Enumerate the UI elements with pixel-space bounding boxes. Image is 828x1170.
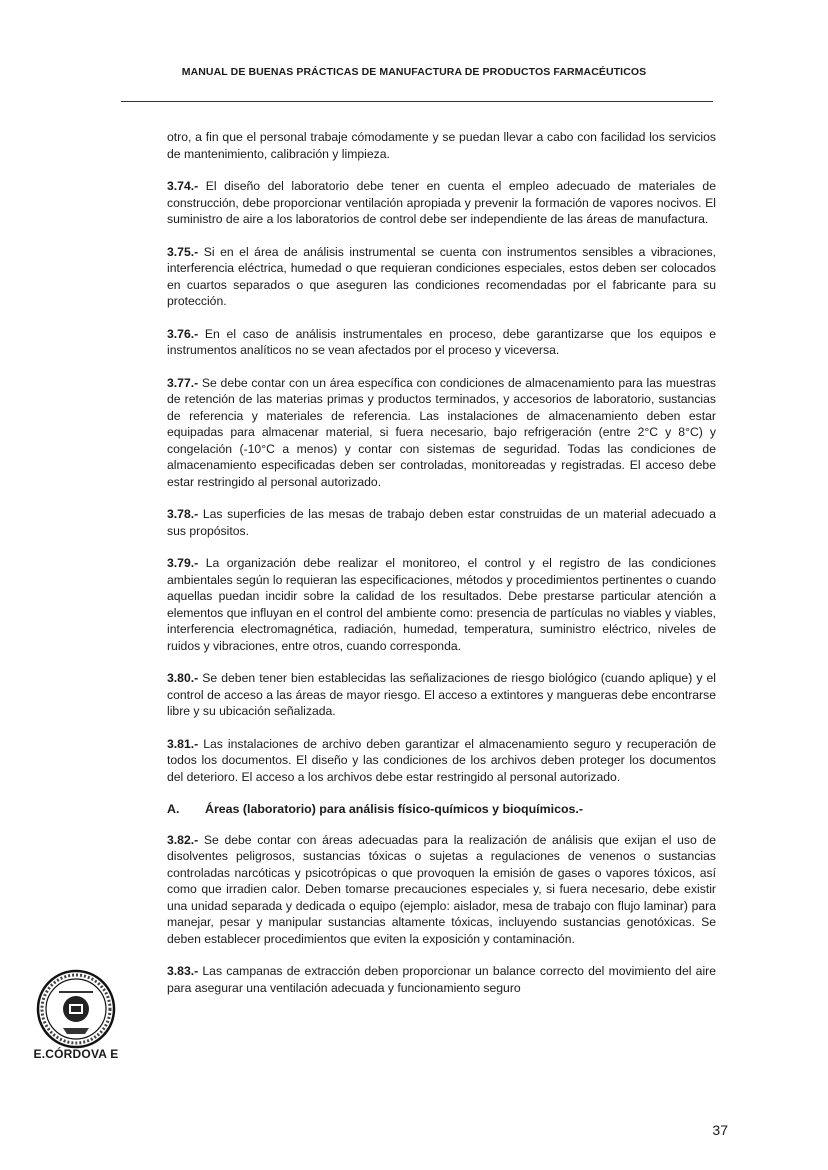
paragraph-number: 3.75.- bbox=[167, 244, 199, 259]
paragraph-text: Se debe contar con áreas adecuadas para la realización de análisis que exijan el uso de disolventes peligrosos, sustancias tóxicas o sujetas a regulaciones de venenos o sustancias controladas narcóticas y psicotrópicas o que provoquen la emisión de gases o vapores tóxicos, así como que irradien calor. Deben tomarse precauciones especiales y, si fuera necesario, debe existir una unidad separada y dedicada o equipo (ejemplo: aislador, mesa de trabajo con flujo laminar) para manejar, pesar y manipular sustancias altamente tóxicas, incluyendo sustancias genotóxicas. Se deben establecer procedimientos que eviten la exposición y contaminación. bbox=[167, 832, 716, 946]
paragraph-text: Se debe contar con un área específica con condiciones de almacenamiento para las muestras de retención de las materias primas y productos terminados, y accesorios de laboratorio, sustancias de referencia y materiales de referencia. Las instalaciones de almacenamiento deben estar equipadas para almacenar material, si fuera necesario, bajo refrigeración (entre 2°C y 8°C) y congelación (-10°C a menos) y contar con sistemas de seguridad. Todas las condiciones de almacenamiento especificadas deben ser controladas, monitoreadas y registradas. El acceso debe estar restringido al personal autorizado. bbox=[167, 375, 716, 489]
paragraph-number: 3.79.- bbox=[167, 556, 199, 570]
paragraph-3-82 bbox=[167, 832, 716, 948]
paragraph-number: 3.82.- bbox=[167, 832, 199, 847]
paragraph-3-79 bbox=[167, 555, 716, 654]
paragraph-number: 3.81.- bbox=[167, 736, 199, 751]
paragraph-text: Las campanas de extracción deben proporcionar un balance correcto del movimiento del aire para asegurar una ventilación adecuada y funcionamiento seguro bbox=[167, 964, 716, 995]
paragraph-3-81 bbox=[167, 736, 716, 786]
paragraph bbox=[167, 129, 716, 162]
paragraph-3-77 bbox=[167, 375, 716, 491]
paragraph-number: 3.74.- bbox=[167, 179, 199, 193]
page-number: 37 bbox=[712, 1122, 728, 1138]
paragraph-3-80 bbox=[167, 670, 716, 720]
paragraph-text: Si en el área de análisis instrumental se cuenta con instrumentos sensibles a vibraciones, interferencia eléctrica, humedad o que requieran condiciones especiales, estos deben ser colocados en cuartos separados o que aseguren las condiciones recomendadas por el fabricante para su protección. bbox=[167, 244, 716, 308]
paragraph-3-74 bbox=[167, 178, 716, 228]
section-letter: A. bbox=[167, 802, 180, 816]
paragraph-3-76 bbox=[167, 326, 716, 359]
paragraph-text: La organización debe realizar el monitoreo, el control y el registro de las condiciones ambientales según lo requieran las especificaciones, métodos y procedimientos pertinentes o cuando aquellas puedan incidir sobre la calidad de los resultados. Debe prestarse particular atención a elementos que influyan en el control del ambiente como: presencia de partículas no viables y viables, interferencia electromagnética, radiación, humedad, temperatura, suministro eléctrico, niveles de ruidos y vibraciones, entre otros, cuando corresponda. bbox=[167, 556, 716, 653]
paragraph-text: El diseño del laboratorio debe tener en cuenta el empleo adecuado de materiales de construcción, debe proporcionar ventilación apropiada y prevenir la formación de vapores nocivos. El suministro de aire a los laboratorios de control debe ser independiente de las áreas de manufactura. bbox=[167, 179, 716, 226]
paragraph-number: 3.83.- bbox=[167, 964, 199, 978]
seal-signature: E.CÓRDOVA E bbox=[33, 1047, 119, 1061]
section-heading bbox=[167, 801, 716, 818]
page-header-title: MANUAL DE BUENAS PRÁCTICAS DE MANUFACTURA DE PRODUCTOS FARMACÉUTICOS bbox=[181, 66, 647, 78]
paragraph-number: 3.80.- bbox=[167, 671, 199, 685]
paragraph-3-75 bbox=[167, 244, 716, 310]
official-seal bbox=[30, 968, 122, 1050]
paragraph-number: 3.78.- bbox=[167, 507, 199, 521]
paragraph-text: Las superficies de las mesas de trabajo deben estar construidas de un material adecuado a sus propósitos. bbox=[167, 507, 716, 538]
paragraph-text: En el caso de análisis instrumentales en proceso, debe garantizarse que los equipos e instrumentos analíticos no se vean afectados por el proceso y viceversa. bbox=[167, 326, 716, 357]
document-body bbox=[167, 129, 716, 1012]
seal-emblem-icon bbox=[33, 968, 119, 1050]
paragraph-3-83 bbox=[167, 963, 716, 996]
paragraph-number: 3.77.- bbox=[167, 375, 199, 390]
paragraph-number: 3.76.- bbox=[167, 326, 199, 341]
section-title: Áreas (laboratorio) para análisis físico-químicos y bioquímicos.- bbox=[205, 802, 584, 816]
paragraph-text: Se deben tener bien establecidas las señalizaciones de riesgo biológico (cuando aplique) y el control de acceso a las áreas de mayor riesgo. El acceso a extintores y mangueras debe encontrarse libre y su ubicación señalizada. bbox=[167, 671, 716, 718]
paragraph-text: Las instalaciones de archivo deben garantizar el almacenamiento seguro y recuperación de todos los documentos. El diseño y las condiciones de los archivos deben proteger los documentos del deterioro. El acceso a los archivos debe estar restringido al personal autorizado. bbox=[167, 736, 716, 784]
header-divider bbox=[121, 101, 713, 102]
paragraph-text: otro, a fin que el personal trabaje cómodamente y se puedan llevar a cabo con facilidad los servicios de mantenimiento, calibración y limpieza. bbox=[167, 130, 716, 161]
paragraph-3-78 bbox=[167, 506, 716, 539]
